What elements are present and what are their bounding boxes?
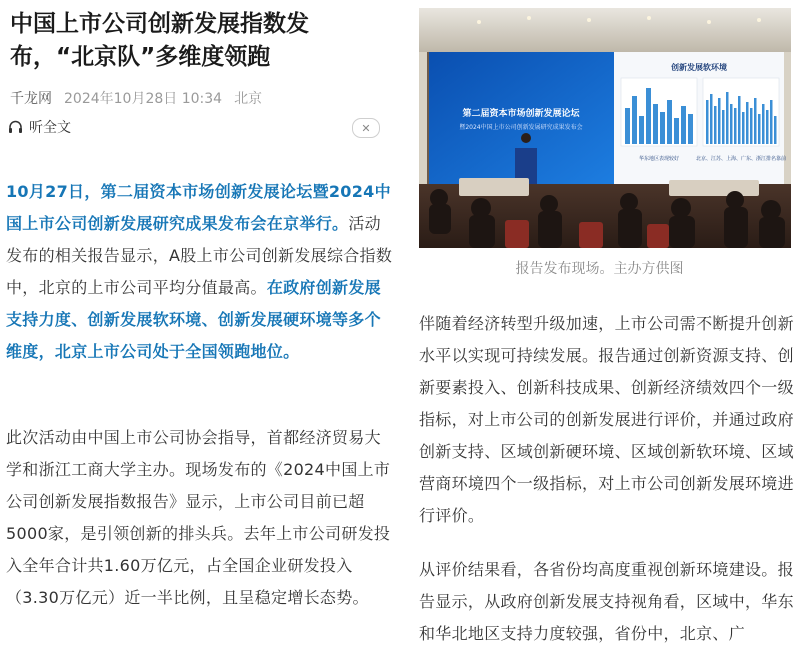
- paragraph-lead: [6, 176, 394, 368]
- paragraph-2: 此次活动由中国上市公司协会指导，首都经济贸易大学和浙江工商大学主办。现场发布的《2024中国上市公司创新发展指数报告》显示，上市公司目前已超5000家，是引领创新的排头兵。去年上市公司研发投入全年合计共1.60万亿元，占全国企业研发投入（3.30万亿元）近一半比例，且呈稳定增长态势。: [6, 428, 391, 607]
- lead-highlight-b: 在政府创新发展支持力度、创新发展软环境、创新发展硬环境等多个维度，北京上市公司处于全国领跑地位。: [6, 278, 381, 361]
- publish-datetime: 2024年10月28日 10:34: [64, 91, 223, 107]
- event-photo: [419, 8, 791, 248]
- slide-chart-right-label: 北京、江苏、上海、广东、浙江排名靠前: [695, 156, 787, 162]
- location-label: 北京: [234, 91, 263, 107]
- photo-caption: 报告发布现场。主办方供图: [515, 261, 684, 277]
- listen-button[interactable]: [8, 117, 71, 137]
- event-photo-illustration: [419, 8, 791, 248]
- headphones-icon: [8, 120, 23, 134]
- article-meta: [10, 88, 262, 108]
- paragraph-4: 从评价结果看，各省份均高度重视创新环境建设。报告显示，从政府创新发展支持视角看，区域中，华东和华北地区支持力度较强，省份中，北京、广: [419, 560, 794, 643]
- slide-chart-left-label: 华东地区表现较好: [638, 156, 680, 162]
- source-link[interactable]: 千龙网: [10, 91, 52, 107]
- listen-label: 听全文: [29, 120, 71, 136]
- close-button[interactable]: ✕: [352, 118, 380, 138]
- slide-title-1: 第二届资本市场创新发展论坛: [462, 109, 580, 119]
- paragraph-3: 伴随着经济转型升级加速，上市公司需不断提升创新水平以实现可持续发展。报告通过创新资源支持、创新要素投入、创新科技成果、创新经济绩效四个一级指标，对上市公司的创新发展进行评价，并通过政府创新支持、区域创新硬环境、区域创新软环境、区域营商环境四个一级指标，对上市公司创新发展环境进行评价。: [419, 314, 794, 525]
- slide-title-2: 暨2024中国上市公司创新发展研究成果发布会: [459, 124, 583, 131]
- slide-chart-title: 创新发展软环境: [671, 63, 727, 72]
- lead-text: 活动发布的相关报告显示，A股上市公司创新发展综合指数中，北京的上市公司平均分值最高。: [6, 214, 393, 297]
- lead-highlight-a: 10月27日，第二届资本市场创新发展论坛暨2024中国上市公司创新发展研究成果发布会在京举行。: [6, 182, 391, 233]
- article-title: 中国上市公司创新发展指数发布，“北京队”多维度领跑: [10, 11, 309, 70]
- right-column: [405, 0, 794, 652]
